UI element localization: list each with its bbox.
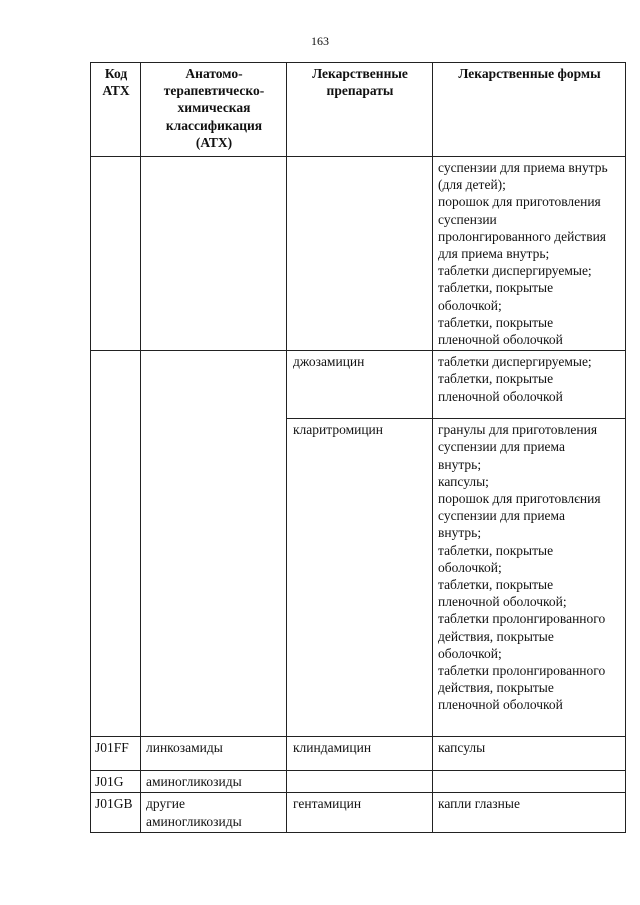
header-drugs: Лекарственные препараты — [287, 63, 433, 157]
cell-drug: клиндамицин — [287, 737, 433, 771]
header-code: Код АТХ — [91, 63, 141, 157]
cell-drug — [287, 771, 433, 793]
header-forms: Лекарственные формы — [433, 63, 626, 157]
cell-code: J01GB — [91, 793, 141, 832]
cell-classification — [141, 157, 287, 351]
cell-drug: джозамицин — [287, 351, 433, 419]
table-row — [91, 157, 626, 351]
table-row — [91, 737, 626, 771]
cell-forms: капсулы — [433, 737, 626, 771]
cell-classification: линкозамиды — [141, 737, 287, 771]
cell-code — [91, 351, 141, 737]
cell-classification — [141, 351, 287, 737]
cell-forms: капли глазные — [433, 793, 626, 832]
cell-code — [91, 157, 141, 351]
cell-forms — [433, 771, 626, 793]
cell-classification: аминогликозиды — [141, 771, 287, 793]
cell-code: J01G — [91, 771, 141, 793]
page-number: 163 — [311, 34, 329, 48]
cell-code: J01FF — [91, 737, 141, 771]
cell-classification: другие аминогликозиды — [141, 793, 287, 832]
atx-table — [90, 62, 626, 833]
cell-drug: гентамицин — [287, 793, 433, 832]
cell-forms: гранулы для приготовления суспензии для приема внутрь; капсулы; порошок для приготовлєния суспензии для приема внутрь; таблетки, покрытые оболочкой; таблетки, покрытые пленочной оболочкой; таблетки пролонгированного действия, покрытые оболочкой; таблетки пролонгированного действия, покрытые пленочной оболочкой — [433, 419, 626, 737]
cell-forms: суспензии для приема внутрь (для детей); порошок для приготовления суспензии пролонгированного действия для приема внутрь; таблетки диспергируемые; таблетки, покрытые оболочкой; таблетки, покрытые пленочной оболочкой — [433, 157, 626, 351]
cell-drug — [287, 157, 433, 351]
cell-forms: таблетки диспергируемые; таблетки, покрытые пленочной оболочкой — [433, 351, 626, 419]
cell-drug: кларитромицин — [287, 419, 433, 737]
header-classification: Анатомо- терапевтическо- химическая классификация (АТХ) — [141, 63, 287, 157]
table-row — [91, 351, 626, 419]
table-row — [91, 771, 626, 793]
table-header-row — [91, 63, 626, 157]
table-row — [91, 793, 626, 832]
